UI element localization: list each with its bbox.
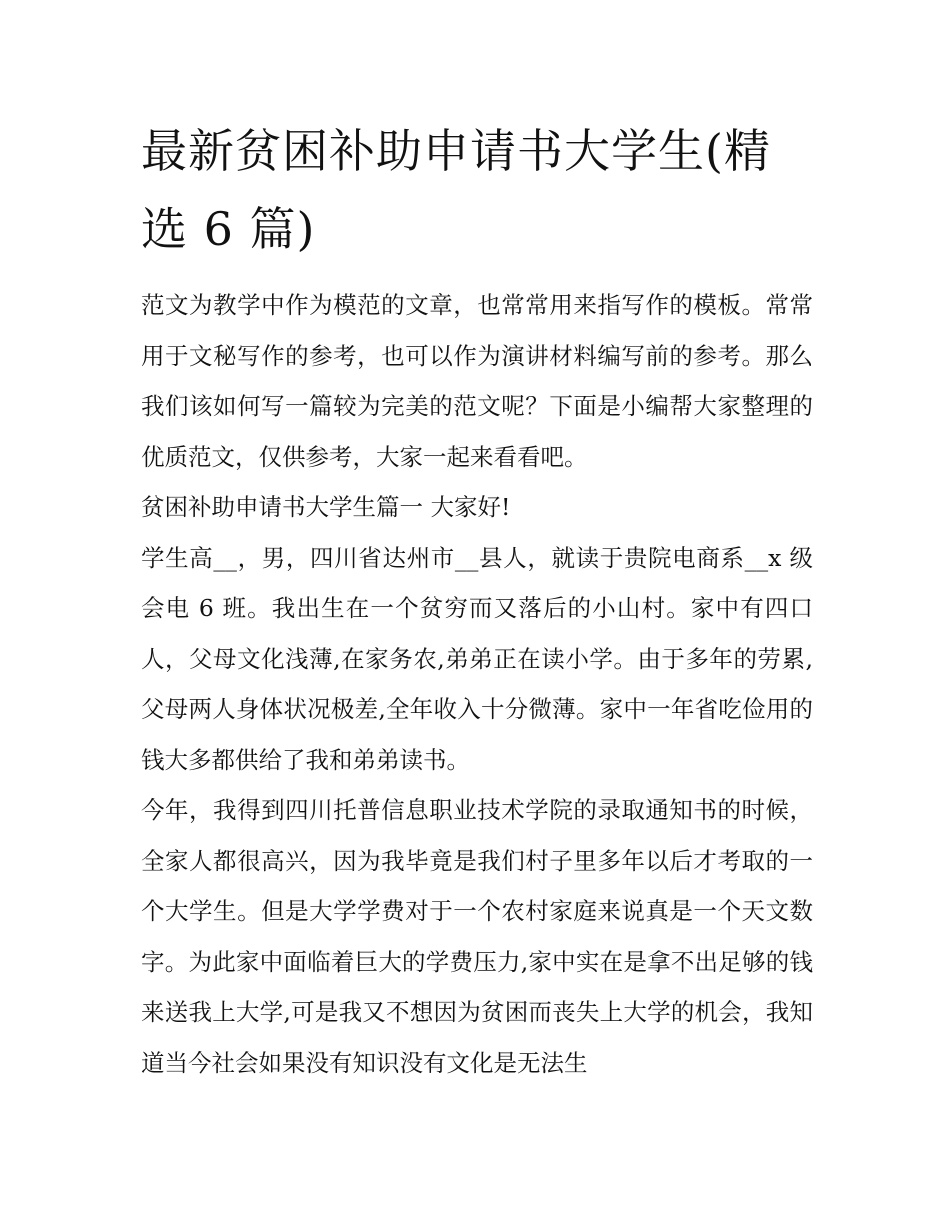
- section-heading-paragraph: 贫困补助申请书大学生篇一 大家好!: [141, 493, 511, 521]
- body-paragraph: 学生高__，男，四川省达州市__县人，就读于贵院电商系__x 级会电 6 班。我出生在一个贫穷而又落后的小山村。家中有四口人，父母文化浅薄,在家务农,弟弟正在读小学。由于多年的劳累,父母两人身体状况极差,全年收入十分微薄。家中一年省吃俭用的钱大多都供给了我和弟弟读书。: [141, 543, 813, 774]
- document-page: [141, 112, 813, 1088]
- body-paragraph: 今年，我得到四川托普信息职业技术学院的录取通知书的时候，全家人都很高兴，因为我毕竟是我们村子里多年以后才考取的一个大学生。但是大学学费对于一个农村家庭来说真是一个天文数字。为此家中面临着巨大的学费压力,家中实在是拿不出足够的钱来送我上大学,可是我又不想因为贫困而丧失上大学的机会，我知道当今社会如果没有知识没有文化是无法生: [141, 796, 813, 1077]
- document-title: 最新贫困补助申请书大学生(精选 6 篇): [141, 124, 771, 256]
- intro-paragraph: 范文为教学中作为模范的文章，也常常用来指写作的模板。常常用于文秘写作的参考，也可以作为演讲材料编写前的参考。那么我们该如何写一篇较为完美的范文呢？下面是小编帮大家整理的优质范文，仅供参考，大家一起来看看吧。: [141, 291, 813, 471]
